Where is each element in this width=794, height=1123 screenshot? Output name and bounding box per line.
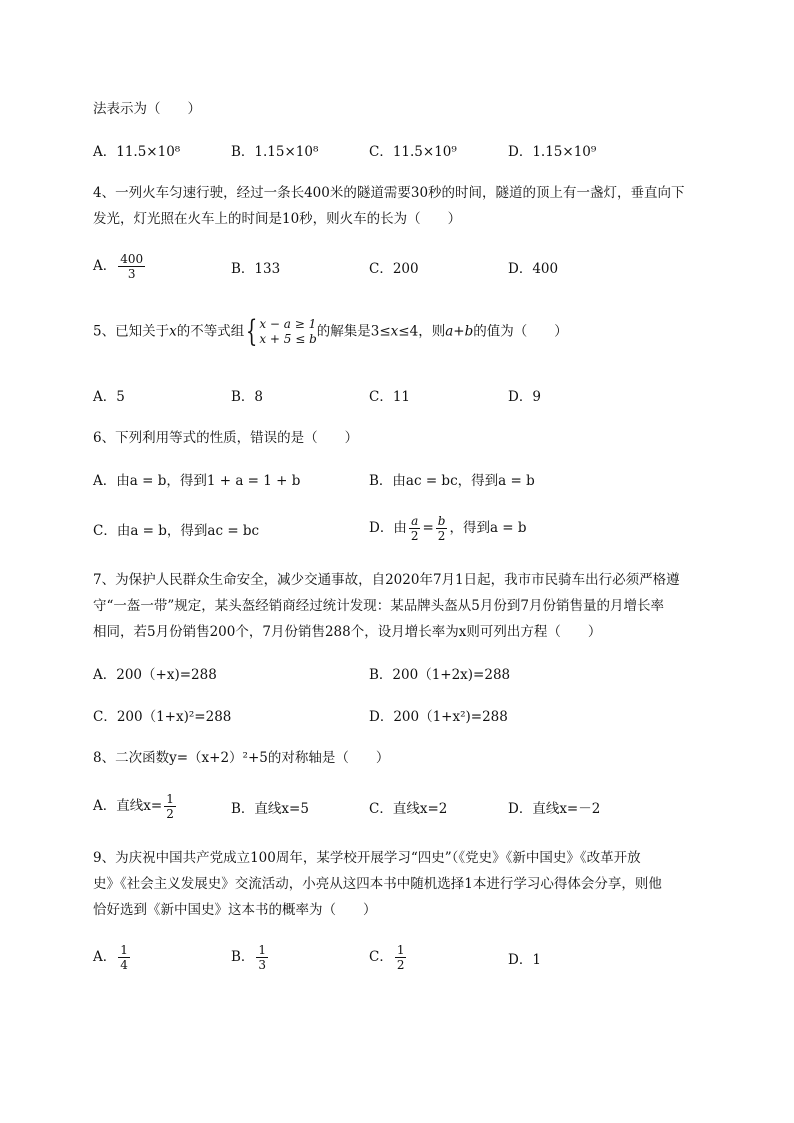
fraction-one-third [256, 943, 268, 972]
fraction-denominator: 3 [258, 958, 267, 972]
fraction-numerator: b [437, 514, 446, 528]
fraction-one-half [395, 943, 407, 972]
q4-option-a[interactable] [93, 252, 147, 281]
fraction-a-over-2 [409, 514, 421, 543]
question-9-stem-line3: 恰好选到《新中国史》这本书的概率为（ ） [93, 902, 377, 918]
q7-option-a[interactable]: A．200（+x)=288 [93, 667, 217, 683]
question-7-stem-line3: 相同，若5月份销售200个，7月份销售288个，设月增长率为x则可列出方程（ ） [93, 624, 602, 640]
q8-option-a-prefix: A．直线x= [93, 798, 163, 814]
question-7-stem-line1: 7、为保护人民群众生命安全，减少交通事故，自2020年7月1日起，我市市民骑车出行必须严格遵 [93, 572, 680, 588]
q8-option-a[interactable] [93, 792, 178, 821]
fraction-b-over-2 [436, 514, 448, 543]
q9-option-c[interactable] [369, 943, 408, 972]
question-4-stem-line2: 发光，灯光照在火车上的时间是10秒，则火车的长为（ ） [93, 211, 462, 227]
fraction-numerator: 1 [396, 943, 405, 957]
q5-var-x: x [169, 323, 177, 340]
question-4-stem-line1: 4、一列火车匀速行驶，经过一条长400米的隧道需要30秒的时间，隧道的顶上有一盏灯，垂直向下 [93, 185, 685, 201]
fraction-denominator: 3 [127, 267, 136, 281]
fraction-denominator: 4 [120, 958, 128, 972]
fraction-numerator: 1 [120, 943, 128, 957]
inequality-2: x + 5 ≤ b [259, 332, 317, 346]
question-8-stem: 8、二次函数y=（x+2）²+5的对称轴是（ ） [93, 750, 390, 766]
question-6-stem: 6、下列利用等式的性质，错误的是（ ） [93, 430, 359, 446]
fraction-denominator: 2 [166, 807, 174, 821]
q5-option-c[interactable]: C．11 [369, 389, 411, 405]
q4-option-d[interactable]: D．400 [508, 261, 559, 277]
q4-option-b[interactable]: B．133 [231, 261, 281, 277]
q6-option-b[interactable]: B．由ac = bc，得到a = b [369, 473, 535, 489]
q9-option-d[interactable]: D．1 [508, 952, 541, 968]
q3-option-d[interactable]: D．1.15×10⁹ [508, 144, 597, 160]
question-5-stem [93, 314, 568, 349]
q8-option-d[interactable]: D．直线x=－2 [508, 801, 601, 817]
q3-option-a[interactable]: A．11.5×10⁸ [93, 144, 181, 160]
question-7-stem-line2: 守“一盔一带”规定，某头盔经销商经过统计发现：某品牌头盔从5月份到7月份销售量的月增长率 [93, 598, 664, 614]
q5-mid: 的不等式组 [176, 323, 245, 340]
q7-option-c[interactable]: C．200（1+x)²=288 [93, 709, 232, 725]
q5-suffix1: 的解集是3≤ [316, 323, 391, 340]
fraction-numerator: 400 [120, 252, 144, 266]
fraction-numerator: 1 [166, 792, 174, 806]
q5-prefix: 5、已知关于 [93, 323, 170, 340]
q7-option-b[interactable]: B．200（1+2x)=288 [369, 667, 511, 683]
q3-option-b[interactable]: B．1.15×10⁸ [231, 144, 319, 160]
q9-option-a-label: A． [93, 949, 117, 965]
q5-option-b[interactable]: B．8 [231, 389, 264, 405]
q4-option-a-fraction [118, 252, 145, 281]
fraction-denominator: 2 [410, 529, 419, 543]
inequality-system [244, 314, 317, 349]
equals-sign: = [422, 520, 434, 536]
fraction-denominator: 2 [437, 529, 446, 543]
q9-option-a[interactable] [93, 943, 132, 972]
q9-option-b[interactable] [231, 943, 270, 972]
q7-option-d[interactable]: D．200（1+x²)=288 [369, 709, 508, 725]
fraction-one-half [164, 792, 176, 821]
q8-option-c[interactable]: C．直线x=2 [369, 801, 448, 817]
q5-option-d[interactable]: D．9 [508, 389, 541, 405]
q5-suffix3: 的值为（ ） [473, 323, 568, 340]
q5-suffix2: ≤4，则 [398, 323, 446, 340]
fraction-one-quarter [118, 943, 130, 972]
q3-option-c[interactable]: C．11.5×10⁹ [369, 144, 457, 160]
q6-option-a[interactable]: A．由a = b，得到1 + a = 1 + b [93, 473, 301, 489]
question-9-stem-line2: 史》《社会主义发展史》交流活动，小亮从这四本书中随机选择1本进行学习心得体会分享，则他 [93, 876, 662, 892]
q5-option-a[interactable]: A．5 [93, 389, 125, 405]
inequality-1: x − a ≥ 1 [259, 317, 317, 331]
q6-option-d-suffix: ，得到a = b [449, 520, 527, 536]
q4-option-c[interactable]: C．200 [369, 261, 419, 277]
q6-option-d[interactable] [369, 514, 527, 543]
fraction-numerator: 1 [258, 943, 267, 957]
fraction-denominator: 2 [396, 958, 405, 972]
fraction-numerator: a [411, 514, 419, 528]
q9-option-b-label: B． [231, 949, 255, 965]
q6-option-d-prefix: D．由 [369, 520, 407, 536]
q5-suffix-x: x [390, 323, 399, 340]
brace-symbol: { [246, 314, 258, 349]
question-9-stem-line1: 9、为庆祝中国共产党成立100周年，某学校开展学习“四史”（《党史》《新中国史》《改革开放 [93, 850, 641, 866]
q5-ab: a+b [445, 323, 474, 340]
q6-option-c[interactable]: C．由a = b，得到ac = bc [93, 523, 260, 539]
q8-option-b[interactable]: B．直线x=5 [231, 801, 309, 817]
question-3-stem-end: 法表示为（ ） [93, 101, 201, 117]
q4-option-a-label: A． [93, 258, 117, 274]
q9-option-c-label: C． [369, 949, 393, 965]
